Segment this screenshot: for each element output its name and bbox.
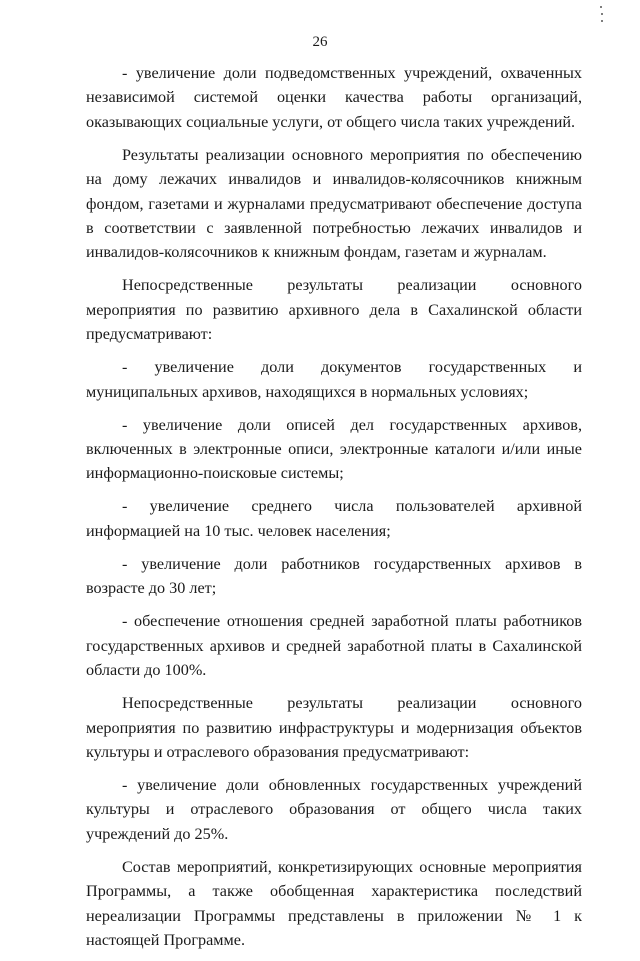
paragraph-program-appendix-reference: Состав мероприятий, конкретизирующих основные мероприятия Программы, а также обобщенная характеристика последствий нереализации Программы представлены в приложении № 1 к настоящей Программе. xyxy=(86,857,582,949)
document-body xyxy=(86,61,582,961)
paragraph-infrastructure-results-intro: Непосредственные результаты реализации основного мероприятия по развитию инфраструктуры и модернизация объектов культуры и отраслевого образования предусматривают: xyxy=(86,694,582,761)
paragraph-bullet-archive-inventories: - увеличение доли описей дел государственных архивов, включенных в электронные описи, электронные каталоги и/или иные информационно-поисковые системы; xyxy=(86,415,582,483)
paragraph-bullet-archive-staff-age: - увеличение доли работников государственных архивов в возрасте до 30 лет; xyxy=(86,554,582,598)
paragraph-bullet-archive-users: - увеличение среднего числа пользователей архивной информацией на 10 тыс. человек населения; xyxy=(86,497,582,540)
scan-speck xyxy=(601,13,603,15)
scan-speck xyxy=(600,6,602,8)
paragraph-bullet-archive-salary: - обеспечение отношения средней заработной платы работников государственных архивов и средней заработной платы в Сахалинской области до 100%. xyxy=(86,612,582,680)
paragraph-bullet-independent-assessment: - увеличение доли подведомственных учреждений, охваченных независимой системой оценки качества работы организаций, оказывающих социальные услуги, от общего числа таких учреждений. xyxy=(86,64,582,131)
paragraph-archive-results-intro: Непосредственные результаты реализации основного мероприятия по развитию архивного дела в Сахалинской области предусматривают: xyxy=(86,276,582,344)
page-number: 26 xyxy=(312,34,328,50)
paragraph-bullet-renovated-institutions: - увеличение доли обновленных государственных учреждений культуры и отраслевого образования от общего числа таких учреждений до 25%. xyxy=(86,775,582,843)
paragraph-bullet-archive-documents: - увеличение доли документов государственных и муниципальных архивов, находящихся в нормальных условиях; xyxy=(86,358,582,401)
paragraph-home-library-service: Результаты реализации основного мероприятия по обеспечению на дому лежачих инвалидов и инвалидов-колясочников книжным фондом, газетами и журналами предусматривают обеспечение доступа в соответствии с заявленной потребностью лежачих инвалидов и инвалидов-колясочников к книжным фондам, газетам и журналам. xyxy=(86,145,582,262)
scan-speck xyxy=(601,20,603,22)
